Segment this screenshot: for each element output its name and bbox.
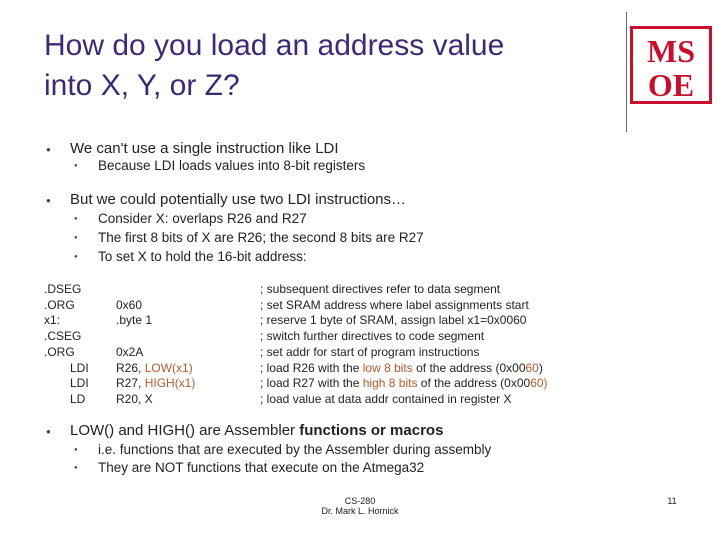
code-line: .ORG: [44, 344, 75, 359]
code-line: x1:: [44, 313, 61, 328]
code-comment: ; reserve 1 byte of SRAM, assign label x1=0x0060: [260, 313, 527, 328]
bullet-2-sub-2: The first 8 bits of X are R26; the second 8 bits are R27: [98, 230, 424, 245]
title-line-2: into X, Y, or Z?: [44, 69, 240, 102]
code-comment: ; set addr for start of program instructions: [260, 344, 480, 359]
sub-bullet-dot: ●: [74, 163, 78, 169]
code-col-comments: [260, 282, 548, 408]
page-number: 11: [667, 496, 677, 506]
code-col-operands: [116, 282, 195, 408]
slide-title: [44, 26, 624, 106]
bullet-2: But we could potentially use two LDI instructions…: [70, 191, 406, 208]
bullet-dot: ●: [46, 427, 51, 436]
bullet-1: We can't use a single instruction like LDI: [70, 140, 339, 157]
code-comment: ; switch further directives to code segment: [260, 329, 485, 344]
footer-author: Dr. Mark L. Hornick: [321, 506, 399, 516]
footer: [300, 496, 420, 516]
bullet-1-sub-1: Because LDI loads values into 8-bit registers: [98, 158, 366, 173]
code-operand: R20, X: [116, 391, 153, 406]
code-comment: ; set SRAM address where label assignments start: [260, 297, 529, 312]
bullet-2-sub-3: To set X to hold the 16-bit address:: [98, 249, 307, 264]
code-operand: R27, HIGH(x1): [116, 376, 196, 391]
code-operand: [116, 329, 195, 345]
bullet-dot: ●: [46, 145, 51, 154]
svg-text:OE: OE: [647, 67, 695, 103]
code-line: .DSEG: [44, 282, 82, 296]
code-operand: 0x60: [116, 297, 143, 312]
sub-bullet-dot: ●: [74, 235, 78, 241]
bullet-3-sub-1: i.e. functions that are executed by the Assembler during assembly: [98, 442, 492, 457]
code-operand: [116, 282, 195, 298]
code-operand: 0x2A: [116, 344, 144, 359]
title-divider: [626, 12, 627, 132]
code-comment: ; load value at data addr contained in register X: [260, 391, 512, 406]
svg-text:MS: MS: [647, 33, 695, 69]
bullet-2-sub-1: Consider X: overlaps R26 and R27: [98, 211, 307, 226]
bullet-3-sub-2: They are NOT functions that execute on the Atmega32: [98, 460, 425, 475]
code-comment: ; subsequent directives refer to data segment: [260, 282, 501, 296]
msoe-logo: [630, 26, 712, 104]
code-col-directives: [44, 282, 89, 408]
sub-bullet-dot: ●: [74, 447, 78, 453]
footer-course: CS-280: [344, 496, 376, 506]
sub-bullet-dot: ●: [74, 465, 78, 471]
code-comment: ; load R26 with the low 8 bits of the address (0x0060): [260, 360, 543, 375]
sub-bullet-dot: ●: [74, 216, 78, 222]
code-operand: .byte 1: [116, 313, 153, 328]
sub-bullet-dot: ●: [74, 254, 78, 260]
code-line: LD: [70, 391, 86, 406]
title-line-1: How do you load an address value: [44, 29, 505, 62]
code-operand: R26, LOW(x1): [116, 360, 193, 375]
code-line: .CSEG: [44, 329, 82, 344]
code-line: LDI: [70, 376, 89, 391]
code-comment: ; load R27 with the high 8 bits of the address (0x0060): [260, 376, 548, 391]
bullet-3: LOW() and HIGH() are Assembler functions or macros: [70, 422, 444, 439]
bullet-dot: ●: [46, 196, 51, 205]
code-line: .ORG: [44, 297, 75, 312]
code-line: LDI: [70, 360, 89, 375]
